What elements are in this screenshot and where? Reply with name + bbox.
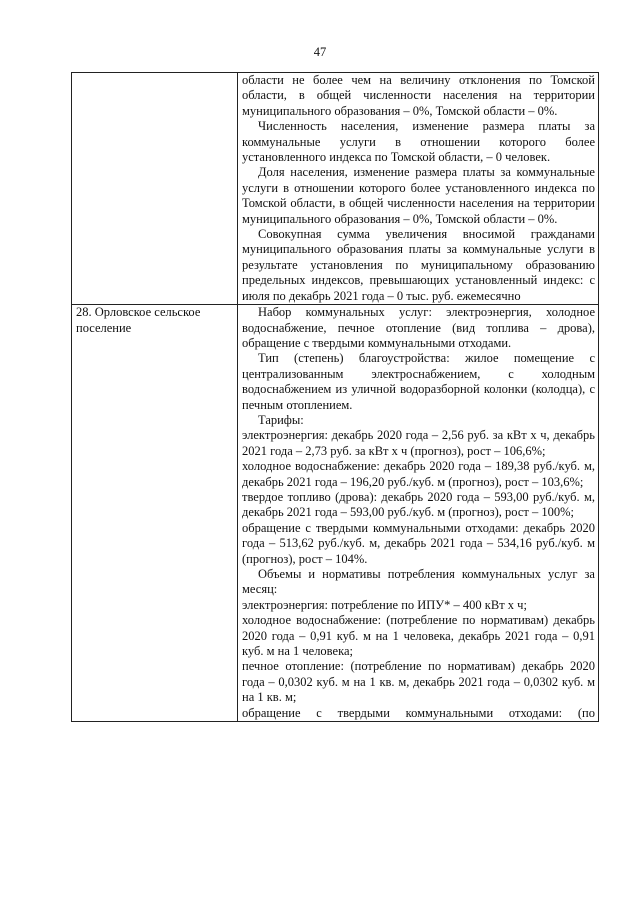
paragraph: Численность населения, изменение размера платы за коммунальные услуги в отношении которого более установленного индекса по Томской области, – 0 человек. [242,119,595,165]
municipality-table [71,72,599,722]
description-cell [238,73,599,305]
paragraph: электроэнергия: декабрь 2020 года – 2,56 руб. за кВт х ч, декабрь 2021 года – 2,73 руб. за кВт х ч (прогноз), рост – 106,6%; [242,428,595,458]
table-row [72,73,599,305]
municipality-cell [72,73,238,305]
paragraph: твердое топливо (дрова): декабрь 2020 года – 593,00 руб./куб. м, декабрь 2021 года – 593,00 руб./куб. м (прогноз), рост – 100%; [242,489,595,520]
paragraph: обращение с твердыми коммунальными отходами: декабрь 2020 года – 513,62 руб./куб. м, декабрь 2021 года – 534,16 руб./куб. м (прогноз), рост – 104%. [242,520,595,566]
paragraph: Тип (степень) благоустройства: жилое помещение с централизованным электроснабжением, с холодным водоснабжением из уличной водоразборной колонки (колодца), с печным отоплением. [242,351,595,412]
paragraph: обращение с твердыми коммунальными отходами: (по [242,705,595,720]
paragraph: холодное водоснабжение: декабрь 2020 года – 189,38 руб./куб. м, декабрь 2021 года – 196,20 руб./куб. м (прогноз), рост – 103,6%; [242,459,595,489]
description-cell [238,305,599,722]
paragraph: холодное водоснабжение: (потребление по нормативам) декабрь 2020 года – 0,91 куб. м на 1 человека, декабрь 2021 года – 0,91 куб. м на 1 человека; [242,613,595,659]
table-row [72,305,599,722]
municipality-cell: 28. Орловское сельское поселение [72,305,238,722]
paragraph: Тарифы: [258,412,304,427]
paragraph: Совокупная сумма увеличения вносимой гражданами муниципального образования платы за коммунальные услуги в результате установления по муниципальному образованию предельных индексов, превышающих установленный индекс: с июля по декабрь 2021 года – 0 тыс. руб. ежемесячно [242,227,595,303]
paragraph: печное отопление: (потребление по нормативам) декабрь 2020 года – 0,0302 куб. м на 1 кв. м, декабрь 2021 года – 0,0302 куб. м на 1 кв. м; [242,659,595,705]
paragraph: Объемы и нормативы потребления коммунальных услуг за месяц: [242,567,595,597]
paragraph: Набор коммунальных услуг: электроэнергия, холодное водоснабжение, печное отопление (вид топлива – дрова), обращение с твердыми коммунальными отходами. [242,305,595,350]
page-number: 47 [313,45,327,59]
paragraph: Доля населения, изменение размера платы за коммунальные услуги в отношении которого более установленного индекса по Томской области, в общей численности населения на территории муниципального образования – 0%, Томской области – 0%. [242,165,595,226]
paragraph: электроэнергия: потребление по ИПУ* – 400 кВт х ч; [242,597,527,612]
paragraph: области не более чем на величину отклонения по Томской области, в общей численности населения на территории муниципального образования – 0%, Томской области – 0%. [242,73,595,118]
